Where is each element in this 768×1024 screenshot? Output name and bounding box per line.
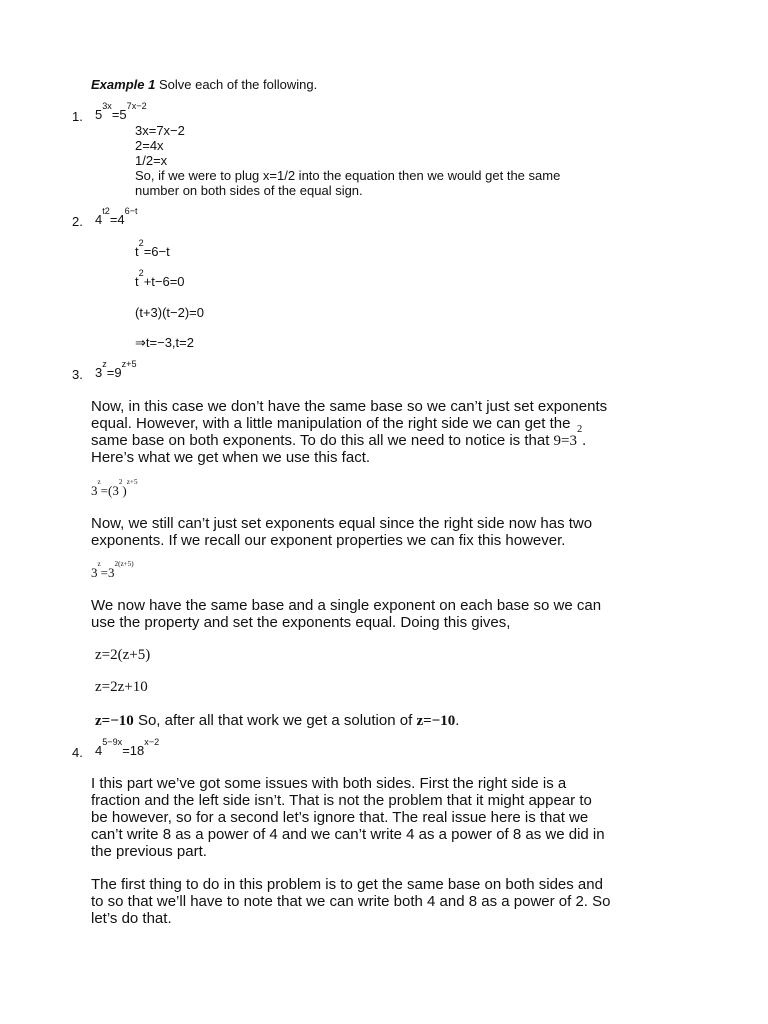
math-expression: $9=3^2$. (553, 424, 586, 449)
problem-3-math-line: z=2(z+5) (95, 647, 151, 663)
problem-3-math-line: $3^z=(3^2)^{z+5}$ (91, 478, 138, 498)
example-heading (91, 78, 317, 93)
problem-2-step: $t^2=6-t$ (135, 238, 170, 259)
problem-4-paragraph-line: to so that we’ll have to note that we can write both 4 and 8 as a power of 2. So (91, 893, 611, 910)
problem-3-paragraph-line: Now, in this case we don’t have the same base so we can’t just set exponents (91, 398, 608, 415)
conclusion-text: So, after all that work we get a solution of (137, 712, 413, 729)
problem-4-paragraph-line: let’s do that. (91, 910, 172, 927)
problem-3-paragraph-line: equal. However, with a little manipulation of the right side we can get the (91, 415, 571, 432)
problem-1-step: 2=4x (135, 138, 164, 153)
problem-2-number: 2. (72, 214, 83, 229)
problem-1-explanation-line: So, if we were to plug x=1/2 into the equation then we would get the same (135, 168, 561, 183)
example-text: Solve each of the following. (158, 77, 318, 92)
problem-3-paragraph-line: We now have the same base and a single exponent on each base so we can (91, 597, 602, 614)
problem-4-paragraph-line: be however, so for a second let’s ignore that. The real issue here is that we (91, 809, 589, 826)
problem-1-step: 3x=7x−2 (135, 123, 185, 138)
problem-2-equation: $4^{t2}=4^{6-t}$ (95, 206, 138, 227)
problem-3-conclusion: z=−10 So, after all that work we get a solution of z=−10. (95, 712, 460, 729)
problem-4-number: 4. (72, 745, 83, 760)
problem-3-equation: $3^z=9^{z+5}$ (95, 359, 137, 380)
problem-2-step: ⇒t=−3,t=2 (135, 335, 194, 350)
problem-3-paragraph-line: Here’s what we get when we use this fact. (91, 449, 371, 466)
problem-2-step: (t+3)(t−2)=0 (135, 305, 205, 320)
problem-3-number: 3. (72, 367, 83, 382)
problem-1-step: 1/2=x (135, 153, 168, 168)
problem-4-paragraph-line: can’t write 8 as a power of 4 and we can’t write 4 as a power of 8 as we did in (91, 826, 605, 843)
math-expression: z=−10 (95, 713, 134, 729)
problem-3-paragraph-line: use the property and set the exponents equal. Doing this gives, (91, 614, 511, 631)
problem-3-paragraph-line (91, 424, 586, 450)
problem-1-number: 1. (72, 109, 83, 124)
problem-3-math-line: $3^z=3^{2(z+5)}$ (91, 560, 134, 580)
problem-2-step-text: =6−t (143, 244, 170, 259)
problem-3-paragraph-line: Now, we still can’t just set exponents equal since the right side now has two (91, 515, 593, 532)
math-expression: z=−10 (416, 713, 456, 729)
problem-1-explanation-line: number on both sides of the equal sign. (135, 183, 363, 198)
problem-1-equation: $5^{3x}=5^{7x-2}$ (95, 101, 147, 122)
problem-2-step: $t^2+t-6=0$ (135, 268, 185, 289)
example-label: Example 1 (91, 77, 156, 92)
problem-4-paragraph-line: I this part we’ve got some issues with both sides. First the right side is a (91, 775, 567, 792)
problem-3-paragraph-text: same base on both exponents. To do this all we need to notice is that (91, 432, 550, 449)
problem-4-paragraph-line: fraction and the left side isn’t. That is not the problem that it might appear to (91, 792, 592, 809)
problem-4-paragraph-line: the previous part. (91, 843, 207, 860)
problem-3-math-line: z=2z+10 (95, 679, 148, 695)
problem-3-paragraph-line: exponents. If we recall our exponent properties we can fix this however. (91, 532, 566, 549)
problem-4-equation: $4^{5-9x}=18^{x-2}$ (95, 737, 160, 758)
problem-4-paragraph-line: The first thing to do in this problem is to get the same base on both sides and (91, 876, 603, 893)
problem-2-step-text: +t−6=0 (143, 274, 185, 289)
